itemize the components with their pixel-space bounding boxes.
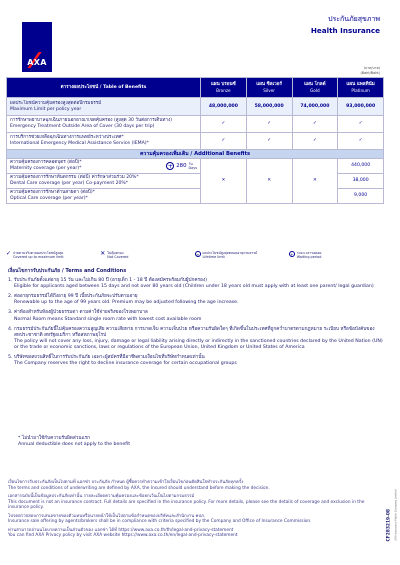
waiting-period: + 280 วัน Days xyxy=(167,162,197,170)
title-english: Health Insurance xyxy=(310,26,380,35)
legend-item-not-covered: ✕ ไม่คุ้มครอง Not Covered xyxy=(100,250,129,259)
dental-value: 38,000 xyxy=(338,174,384,189)
row-label: ผลประโยชน์ความคุ้มครองสูงสุดต่อปีกรมธรรม์ Maximum Limit per policy year xyxy=(7,98,201,116)
cross-icon: ✕ xyxy=(100,250,106,257)
terms-title: เงื่อนไขการรับประกันภัย / Terms and Conditions xyxy=(8,268,127,274)
cross-icon: ✕ xyxy=(246,159,292,204)
check-icon: ✓ xyxy=(338,116,384,133)
terms-clause: 2. ต่ออายุกรมธรรม์ได้ถึงอายุ 99 ปี เบี้ยประกันภัยจะปรับตามอายุ Renewable up to the age of 99 years old. Premium may be adjusted following the age increase. xyxy=(8,294,239,306)
cross-icon: ✕ xyxy=(292,159,338,204)
plan-name-english: Platinum xyxy=(351,87,370,93)
limit-bronze: 48,000,000 xyxy=(201,98,247,116)
maternity-value: 440,000 xyxy=(338,159,384,174)
row-label: การรักษาพยาบาลฉุกเฉินภายนอกอาณาเขตคุ้มครอง (สูงสุด 30 วันต่อการเดินทาง) Emergency Treatment Outside Area of Cover (30 days per trip) xyxy=(7,116,201,133)
row-label: การบริการช่วยเหลือฉุกเฉินทางการแพทย์ระหว่างประเทศ* International Emergency Medical Assistance Service (IEMA)* xyxy=(7,133,201,150)
deductible-note: * ไม่นำมาใช้กับความรับผิดส่วนแรก Annual deductible does not apply to the benefit xyxy=(18,436,131,448)
legend-item-waiting: + ระยะเวลารอคอย Waiting period xyxy=(290,251,322,259)
benefit-table xyxy=(6,77,384,204)
table-header-label: ตารางผลประโยชน์ / Table of Benefits xyxy=(7,78,201,98)
logo-text: AXA xyxy=(27,58,47,67)
currency-unit-note xyxy=(360,66,380,76)
disclaimer-paragraph: เงื่อนไขการรับประกันภัยเป็นไปตามที่ แอกซ่า ประกันภัย กำหนด ผู้ซื้อควรทำความเข้าใจเงื่อนไขก่อนตัดสินใจทำประกันภัยทุกครั้ง The terms and conditions of underwriting are defined by AXA, the Insured should understand before making the decision. xyxy=(8,480,270,491)
emergency-treatment-row xyxy=(7,116,384,133)
check-icon: ✓ xyxy=(201,133,247,150)
unit-note-thai: (บาท/บาท) xyxy=(363,66,380,70)
plan-header-bronze xyxy=(201,78,247,98)
legend xyxy=(6,251,383,266)
additional-benefits-header xyxy=(7,150,384,159)
check-icon: ✓ xyxy=(292,116,338,133)
plan-header-gold xyxy=(292,78,338,98)
title-thai: ประกันภัยสุขภาพ xyxy=(328,15,380,23)
terms-clause: 1. รับประกันภัยตั้งแต่อายุ 15 วัน และไม่เกิน 80 ปี (อายุเด็ก 1 - 18 ปี ต้องสมัครพร้อมกับผู้ปกครอง) Eligible for applicants aged between 15 days and not over 80 years old (Children under 18 years old must apply with at least one parent/ legal guardian) xyxy=(8,278,374,290)
limit-silver: 58,000,000 xyxy=(246,98,292,116)
optical-value: 9,000 xyxy=(338,189,384,204)
form-code: CF283219-08 xyxy=(386,509,392,542)
section-title: ความคุ้มครองเพิ่มเติม / Additional Benefits xyxy=(7,150,384,159)
check-icon: ✓ xyxy=(6,250,12,257)
plan-name-english: Gold xyxy=(310,87,320,93)
cross-icon: ✕ xyxy=(201,159,247,204)
plan-name-thai: แผน โกลด์ xyxy=(304,81,326,87)
waiting-days: 280 xyxy=(176,163,187,169)
disclaimer-paragraph: ท่านสามารถอ่านนโยบายความเป็นส่วนตัวของ แอกซ่า ได้ที่ https://www.axa.co.th/th/legal-and-privacy-statement You can find AXA Privacy policy by visit AXA website https://www.axa.co.th/en/legal-and-privacy-statement xyxy=(8,527,238,538)
terms-and-conditions xyxy=(8,268,388,371)
maternity-row xyxy=(7,159,384,174)
footer-disclaimer xyxy=(8,480,374,542)
iema-row xyxy=(7,133,384,150)
document-code xyxy=(382,480,396,546)
row-label: ความคุ้มครองการรักษาทันตกรรม (ต่อปี) ค่ารักษาส่วนร่วม 20%* Dental Care coverage (per year) Co-payment 20%* xyxy=(7,174,201,189)
row-label: ความคุ้มครองการรักษาด้านสายตา (ต่อปี)* Optical Care coverage (per year)* xyxy=(7,189,201,204)
maximum-limit-row xyxy=(7,98,384,116)
plan-name-thai: แผน แพลทินัม xyxy=(346,81,375,87)
unit-note-english: (Baht/Baht) xyxy=(360,71,380,75)
legend-item-lifetime: ∞ ผลประโยชน์สูงสุดตลอดอายุกรมธรรม์ Lifetime limit xyxy=(195,251,258,259)
waiting-period-icon: + xyxy=(290,252,294,257)
disclaimer-paragraph: เอกสารฉบับนี้เป็นข้อมูลประกันภัยเท่านั้น รายละเอียดความคุ้มครองและข้อยกเว้นเป็นไปตามกรมธรรม์ This document is not an insurance contract. Full details are specified in the insurance policy. For more details, please see the details of coverage and exclusion in the insurance policy. xyxy=(8,494,365,510)
page-title xyxy=(311,14,380,35)
check-icon: ✓ xyxy=(246,133,292,150)
check-icon: ✓ xyxy=(338,133,384,150)
disclaimer-paragraph: โปรดตรวจสอบการเสนอขายของตัวแทนหรือนายหน้าให้เป็นไปตามข้อกำหนดของบริษัทและสำนักงาน คปภ. Insurance sale offering by agents/brokers shall be in compliance with criteria specified by the Company and Office of Insurance Commission. xyxy=(8,513,312,524)
legend-item-covered: ✓ จ่ายตามจริงตามผลประโยชน์สูงสุด Covered up to maximum limit xyxy=(6,250,64,259)
check-icon: ✓ xyxy=(292,133,338,150)
plan-name-english: Bronze xyxy=(216,87,231,93)
plan-header-silver xyxy=(246,78,292,98)
terms-clause: 3. ค่าห้องสำหรับห้องผู้ป่วยธรรมดา ตามค่าใช้จ่ายจริงของโรงพยาบาล Normal Room means Standard single room rate with lowest cost available room xyxy=(8,310,202,322)
waiting-period-icon: + xyxy=(167,163,173,170)
infinity-icon: ∞ xyxy=(195,252,200,257)
check-icon: ✓ xyxy=(246,116,292,133)
limit-gold: 74,000,000 xyxy=(292,98,338,116)
plan-name-thai: แผน บรอนซ์ xyxy=(210,81,236,87)
terms-clause: 4. กรมธรรม์ประกันภัยนี้ไม่คุ้มครองความสูญเสีย ความเสียหาย การบาดเจ็บ ความเจ็บป่วย หรือความรับผิดใดๆ ที่เกิดขึ้นในประเทศที่ถูกคว่ำบาตรตามกฎหมาย ระเบียบ หรือข้อบังคับของสหประชาชาติ สหรัฐอเมริกา หรือสหภาพยุโรป The policy will not cover any loss, injury, damage or legal liability arising directly or indirectly in the sanctioned countries declared by the United Nation (UN) or the trade or economic sanctions, laws or regulations of the European Union, United Kingdom or United States of America xyxy=(8,326,383,350)
plan-name-english: Silver xyxy=(263,87,275,93)
check-icon: ✓ xyxy=(201,116,247,133)
terms-clause: 5. บริษัทขอสงวนสิทธิ์ในการรับประกันภัย เฉพาะผู้สมัครที่มีอาชีพตามเงื่อนไขที่บริษัทกำหนดเท่านั้น The Company reserves the right to decline insurance coverage for certain occupational groups xyxy=(8,355,237,367)
company-name: AXA Insurance Public Company Limited xyxy=(394,489,398,541)
plan-name-thai: แผน ซิลเวอร์ xyxy=(256,81,282,87)
axa-logo xyxy=(22,22,52,72)
plan-header-platinum xyxy=(338,78,384,98)
row-label: ความคุ้มครองการคลอดบุตร (ต่อปี)* Maternity coverage (per year)* + 280 วัน Days xyxy=(7,159,201,174)
limit-platinum: 93,000,000 xyxy=(338,98,384,116)
table-header-row xyxy=(7,78,384,98)
